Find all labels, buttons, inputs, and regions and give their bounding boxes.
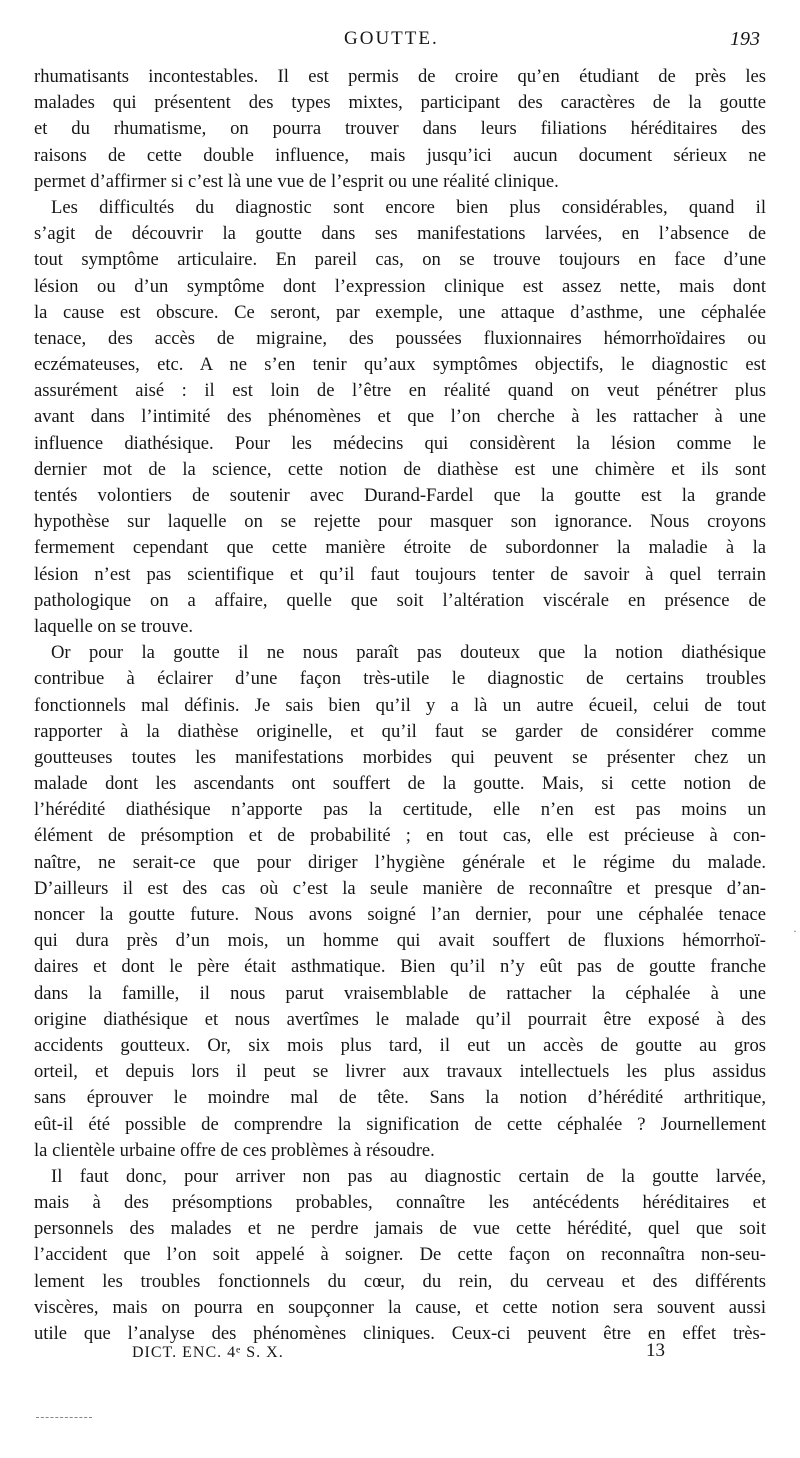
text-line: l’hérédité diathésique n’apporte pas la certitude, elle n’en est pas moins un (34, 799, 766, 821)
text-line: raisons de cette double influence, mais jusqu’ici aucun document sérieux ne (34, 144, 766, 166)
running-title: GOUTTE. (344, 28, 439, 49)
text-line: l’accident que l’on soit appelé à soigner. De cette façon on reconnaîtra non-seu- (34, 1244, 766, 1266)
bottom-rule (36, 1417, 92, 1418)
text-line: la cause est obscure. Ce seront, par exemple, une attaque d’asthme, une céphalée (34, 301, 766, 323)
text-line: viscères, mais on pourra en soupçonner la cause, et cette notion sera souvent aussi (34, 1296, 766, 1318)
text-line: lésion n’est pas scientifique et qu’il faut toujours tenter de savoir à quel terrain (34, 563, 766, 585)
text-line: goutteuses toutes les manifestations morbides qui peuvent se présenter chez un (34, 746, 766, 768)
text-line: malade dont les ascendants ont souffert de la goutte. Mais, si cette notion de (34, 773, 766, 795)
body-text (34, 64, 766, 1347)
text-line: malades qui présentent des types mixtes, participant des caractères de la goutte (34, 92, 766, 114)
text-line: Or pour la goutte il ne nous paraît pas douteux que la notion diathésique (51, 642, 766, 664)
text-line: tentés volontiers de soutenir avec Durand-Fardel que la goutte est la grande (34, 485, 766, 506)
text-line: tenace, des accès de migraine, des poussées fluxionnaires hémorrhoïdaires ou (34, 327, 766, 349)
text-line: fonctionnels mal définis. Je sais bien qu’il y a là un autre écueil, celui de tout (34, 694, 766, 716)
text-line: utile que l’analyse des phénomènes cliniques. Ceux-ci peuvent être en effet très- (34, 1323, 766, 1344)
text-line: daires et dont le père était asthmatique. Bien qu’il n’y eût pas de goutte franche (34, 956, 766, 978)
text-line: assurément aisé : il est loin de l’être en réalité quand on veut pénétrer plus (34, 380, 766, 402)
text-line: lésion ou d’un symptôme dont l’expression clinique est assez nette, mais dont (34, 275, 766, 297)
text-line: lement les troubles fonctionnels du cœur, du rein, du cerveau et des différents (34, 1270, 766, 1292)
text-line: élément de présomption et de probabilité ; en tout cas, elle est précieuse à con- (34, 825, 766, 847)
text-line: sans éprouver le moindre mal de tête. Sans la notion d’hérédité arthritique, (34, 1087, 766, 1109)
text-line: eût-il été possible de comprendre la signification de cette céphalée ? Journellement (34, 1113, 766, 1135)
text-line: permet d’affirmer si c’est là une vue de l’esprit ou une réalité clinique. (34, 170, 559, 192)
text-line: rapporter à la diathèse originelle, et qu’il faut se garder de considérer comme (34, 720, 766, 742)
text-line: pathologique on a affaire, quelle que soit l’altération viscérale en présence de (34, 589, 766, 611)
text-line: fermement cependant que cette manière étroite de subordonner la maladie à la (34, 537, 766, 559)
text-line: tout symptôme articulaire. En pareil cas, on se trouve toujours en face d’une (34, 249, 766, 271)
text-line: avant dans l’intimité des phénomènes et que l’on cherche à les rattacher à une (34, 406, 766, 428)
text-line: rhumatisants incontestables. Il est permis de croire qu’en étudiant de près les (34, 66, 766, 87)
text-line: orteil, et depuis lors il peut se livrer aux travaux intellectuels les plus assidus (34, 1061, 766, 1083)
text-line: influence diathésique. Pour les médecins qui considèrent la lésion comme le (34, 432, 766, 454)
text-line: origine diathésique et nous avertîmes le malade qu’il pourrait être exposé à des (34, 1008, 766, 1030)
text-line: accidents goutteux. Or, six mois plus tard, il eut un accès de goutte au gros (34, 1034, 766, 1056)
page-footer (0, 1340, 800, 1374)
text-line: la clientèle urbaine offre de ces problèmes à résoudre. (34, 1139, 435, 1161)
text-line: naître, ne serait-ce que pour diriger l’hygiène générale et le régime du malade. (34, 851, 766, 873)
text-line: eczémateuses, etc. A ne s’en tenir qu’aux symptômes objectifs, le diagnostic est (34, 354, 766, 376)
text-line: noncer la goutte future. Nous avons soigné l’an dernier, pour une céphalée tenace (34, 904, 766, 925)
printer-signature: DICT. ENC. 4ᵉ S. X. (132, 1344, 284, 1361)
running-head (0, 28, 800, 58)
text-line: Les difficultés du diagnostic sont encore bien plus considérables, quand il (51, 196, 766, 218)
text-line: D’ailleurs il est des cas où c’est la seule manière de reconnaître et presque d’an- (34, 877, 766, 899)
text-line: dans la famille, il nous parut vraisemblable de rattacher la céphalée à une (34, 982, 766, 1004)
text-line: Il faut donc, pour arriver non pas au diagnostic certain de la goutte larvée, (51, 1165, 766, 1187)
signature-number: 13 (646, 1340, 665, 1361)
text-line: hypothèse sur laquelle on se rejette pour masquer son ignorance. Nous croyons (34, 511, 766, 533)
text-line: personnels des malades et ne perdre jamais de vue cette hérédité, quel que soit (34, 1218, 766, 1240)
text-line: dernier mot de la science, cette notion de diathèse est une chimère et ils sont (34, 458, 766, 480)
text-line: laquelle on se trouve. (34, 615, 194, 637)
text-line: mais à des présomptions probables, connaître les antécédents héréditaires et (34, 1192, 766, 1214)
text-line: s’agit de découvrir la goutte dans ses manifestations larvées, en l’absence de (34, 223, 766, 245)
text-line: et du rhumatisme, on pourra trouver dans leurs filiations héréditaires des (34, 118, 766, 140)
margin-mark: · (793, 924, 797, 938)
text-line: qui dura près d’un mois, un homme qui avait souffert de fluxions hémorrhoï- (34, 930, 766, 952)
page-number: 193 (730, 28, 760, 50)
text-line: contribue à éclairer d’une façon très-utile le diagnostic de certains troubles (34, 668, 766, 690)
